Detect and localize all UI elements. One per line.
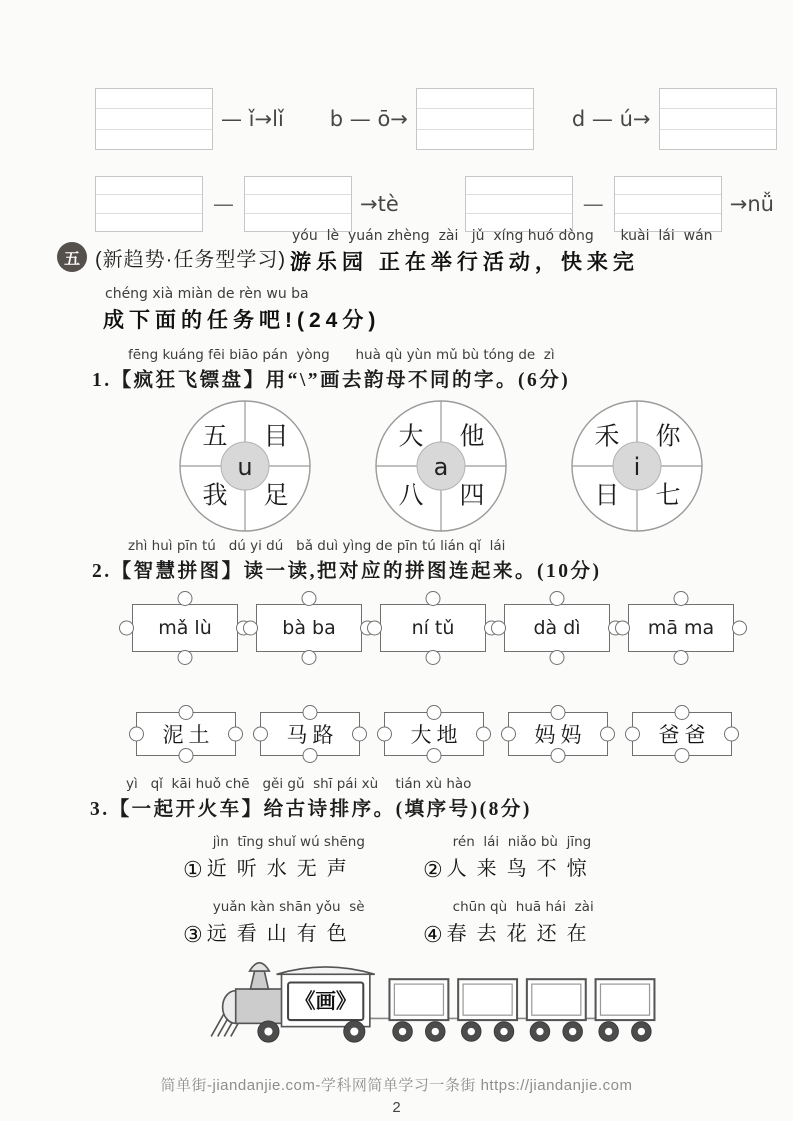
footer-watermark: 简单街-jiandanjie.com-学科网简单学习一条街 https://jiandanjie.com [160,1077,633,1094]
dartboard-char: 你 [655,423,681,451]
poem-line [183,899,365,946]
poem-pinyin: rén lái niǎo bù jīng [452,834,592,850]
puzzle-tab [426,650,441,665]
dartboard-char: 七 [655,482,681,510]
puzzle-notch [724,727,739,742]
spelling-row-2 [95,176,774,232]
exercise2-text: 2.【智慧拼图】读一读,把对应的拼图连起来。(10分) [92,561,602,582]
puzzle-notch [179,748,194,763]
spelling-formula: b — ō→ [329,107,408,131]
train-wagons [389,979,654,1020]
dartboard-char: 八 [398,482,424,510]
header-pinyin: yóu lè yuán zhèng zài jǔ xíng huó dòng kuài lái wán [291,228,713,244]
section-number-badge: 五 [57,242,87,272]
poem-pinyin: chūn qù huā hái zài [452,899,594,915]
poem-text: 春去花还在 [446,923,597,945]
puzzle-pinyin-label: mā ma [647,617,715,639]
dartboard-char: 四 [459,482,485,510]
pinyin-writing-box [95,176,203,232]
dartboard-center-letter: i [633,453,641,481]
poem-text: 远看山有色 [206,923,357,945]
exercise2-pinyin: zhì huì pīn tú dú yi dú bǎ duì yìng de pīn tú lián qǐ lái [128,538,506,554]
puzzle-tab [732,621,747,636]
spelling-result: →tè [360,192,399,216]
dartboard-i [562,396,712,536]
puzzle-notch [427,705,442,720]
dartboard-char: 大 [398,423,424,451]
puzzle-pinyin-label: dà dì [533,617,581,639]
puzzle-notch [303,705,318,720]
poem-line [423,899,597,946]
puzzle-notch [675,748,690,763]
spelling-formula: d — ú→ [571,107,651,131]
puzzle-tab [491,621,506,636]
poem-ordering-grid [183,834,597,946]
puzzle-notch [551,748,566,763]
spelling-dash: — [582,192,604,216]
puzzle-notch [228,727,243,742]
dartboard-char: 他 [459,423,485,451]
dartboard-char: 我 [202,482,228,510]
puzzle-tab [302,591,317,606]
dartboard-u [170,396,320,536]
pinyin-spelling-section [95,88,774,232]
puzzle-pinyin-label: mǎ lù [158,617,212,639]
puzzle-notch [129,727,144,742]
puzzle-notch [501,727,516,742]
puzzle-notch [551,705,566,720]
puzzle-piece-character [508,712,608,756]
poem-line [423,834,597,881]
spelling-result: →nǚ [729,192,774,216]
circled-number: ① [183,856,203,882]
pinyin-writing-box [614,176,722,232]
cab-roof [277,967,375,974]
poem-line [183,834,365,881]
exercise1-pinyin: fēng kuáng fēi biāo pán yòng huà qù yùn mǔ bù tóng de zì [128,347,555,363]
circled-number: ② [422,856,443,882]
dartboard-char: 五 [202,423,228,451]
exercise1-heading [92,347,570,392]
puzzle-pinyin-row [132,604,734,652]
puzzle-tab [243,621,258,636]
puzzle-tab [302,650,317,665]
smokestack [250,971,268,989]
puzzle-notch [179,705,194,720]
header-text: 成下面的任务吧!(24分) [103,309,381,332]
puzzle-tab [550,591,565,606]
puzzle-tab [178,650,193,665]
puzzle-piece-pinyin [256,604,362,652]
puzzle-pinyin-label: bà ba [282,617,336,639]
pinyin-writing-box [659,88,777,150]
puzzle-piece-pinyin [380,604,486,652]
exercise3-text: 3.【一起开火车】给古诗排序。(填序号)(8分) [90,799,532,820]
header-text: 游乐园 正在举行活动，快来完 [289,251,639,274]
poem-pinyin: yuǎn kàn shān yǒu sè [212,899,365,915]
page-number: 2 [392,1099,401,1116]
dartboard-a [366,396,516,536]
dartboard-char: 足 [263,482,289,510]
train-svg [203,948,661,1048]
puzzle-character-label: 爸爸 [658,723,711,747]
puzzle-piece-character [260,712,360,756]
puzzle-tab [674,650,689,665]
puzzle-pinyin-label: ní tǔ [411,617,455,639]
dartboard-center-letter: u [237,453,253,481]
puzzle-character-row [136,712,732,756]
pinyin-writing-box [465,176,573,232]
section-tag: (新趋势·任务型学习) [95,249,286,271]
puzzle-piece-character [136,712,236,756]
circled-number: ③ [183,921,203,947]
circled-number: ④ [422,921,443,947]
dartboard-center-letter: a [433,453,449,481]
puzzle-notch [427,748,442,763]
dartboard-char: 禾 [594,423,620,451]
puzzle-tab [615,621,630,636]
exercise3-heading [90,776,532,821]
puzzle-notch [352,727,367,742]
header-pinyin: chéng xià miàn de rèn wu ba [105,286,309,302]
exercise2-heading [92,538,602,583]
spelling-row-1 [95,88,755,150]
puzzle-character-label: 大地 [410,723,463,747]
puzzle-notch [303,748,318,763]
poem-text: 近听水无声 [206,858,357,880]
puzzle-character-label: 马路 [286,723,339,747]
puzzle-character-label: 妈妈 [534,723,587,747]
puzzle-tab [178,591,193,606]
puzzle-piece-pinyin [628,604,734,652]
puzzle-piece-character [384,712,484,756]
puzzle-tab [674,591,689,606]
exercise3-pinyin: yì qǐ kāi huǒ chē gěi gǔ shī pái xù tián xù hào [126,776,472,792]
puzzle-tab [119,621,134,636]
puzzle-notch [476,727,491,742]
puzzle-piece-character [632,712,732,756]
smokestack-cap [250,963,270,971]
puzzle-tab [426,591,441,606]
puzzle-notch [600,727,615,742]
pinyin-writing-box [244,176,352,232]
puzzle-piece-pinyin [504,604,610,652]
puzzle-tab [550,650,565,665]
puzzle-character-label: 泥土 [162,723,215,747]
train-label-text: 《画》 [295,991,357,1014]
locomotive [223,963,375,1027]
spelling-formula: — ǐ→lǐ [221,107,284,131]
puzzle-piece-pinyin [132,604,238,652]
pinyin-writing-box [416,88,534,150]
dartboard-char: 目 [263,423,289,451]
exercise1-text: 1.【疯狂飞镖盘】用“\”画去韵母不同的字。(6分) [92,370,571,391]
puzzle-notch [253,727,268,742]
puzzle-notch [377,727,392,742]
train-illustration [203,948,661,1053]
puzzle-tab [367,621,382,636]
spelling-dash: — [213,192,234,216]
dartboard-row [170,396,712,536]
section-five-header [57,228,713,334]
pinyin-writing-box [95,88,213,150]
poem-text: 人来鸟不惊 [446,858,597,880]
puzzle-notch [625,727,640,742]
dartboard-char: 日 [594,482,620,510]
puzzle-notch [675,705,690,720]
poem-pinyin: jìn tīng shuǐ wú shēng [212,834,365,850]
